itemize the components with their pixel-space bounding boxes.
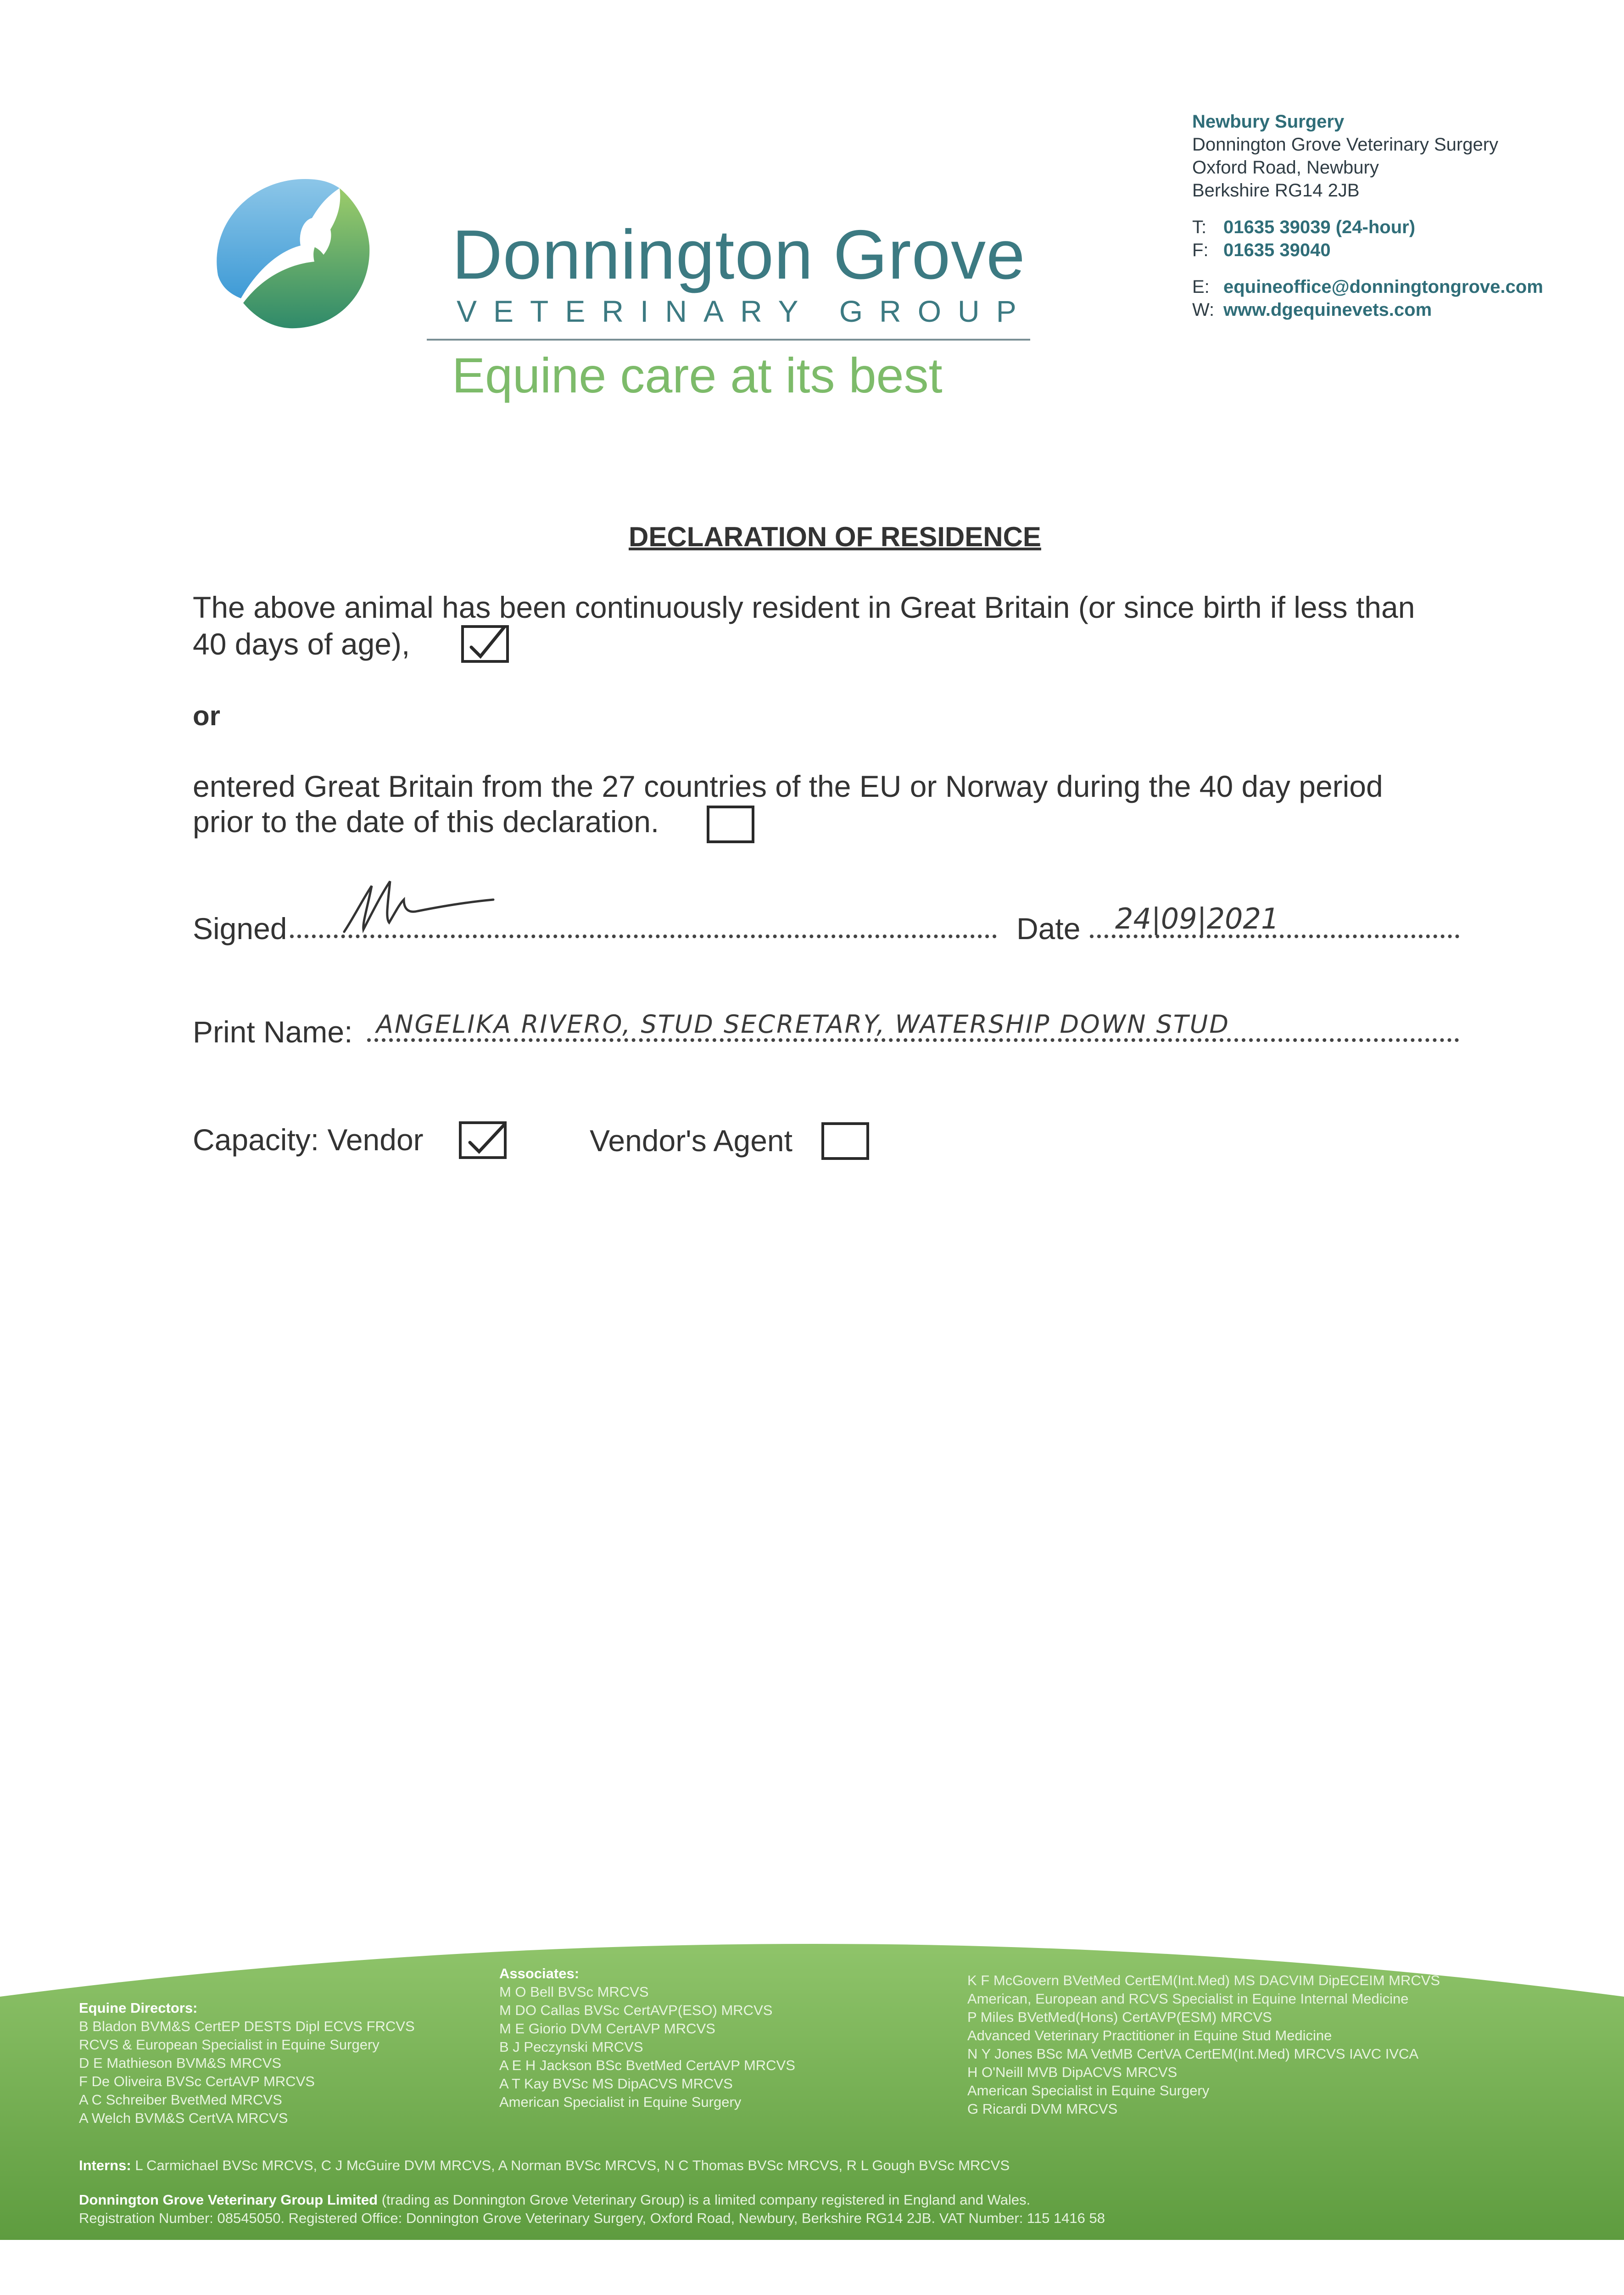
registration-line: Registration Number: 08545050. Registered Office: Donnington Grove Veterinary Surgery, Oxford Road, Newbury, Berkshire RG14 2JB. VAT Number: 115 1416 58: [79, 2210, 1105, 2226]
specialist-entry: American, European and RCVS Specialist in Equine Internal Medicine: [967, 1991, 1409, 2007]
email-label: E:: [1192, 277, 1210, 297]
checkmark-icon: [467, 623, 508, 665]
vendors-agent-checkbox[interactable]: [821, 1122, 869, 1160]
vendors-agent-label: Vendor's Agent: [590, 1124, 792, 1158]
associate-entry: M DO Callas BVSc CertAVP(ESO) MRCVS: [499, 2002, 773, 2018]
associate-entry: M E Giorio DVM CertAVP MRCVS: [499, 2021, 715, 2037]
print-name-line: [367, 1038, 1459, 1042]
specialist-entry: Advanced Veterinary Practitioner in Equine Stud Medicine: [967, 2027, 1332, 2043]
brand-name: Donnington Grove: [452, 216, 1026, 294]
associates-block: [499, 1965, 795, 2111]
company-name: Donnington Grove Veterinary Group Limited: [79, 2192, 378, 2208]
associate-entry: American Specialist in Equine Surgery: [499, 2094, 742, 2110]
declaration-title: DECLARATION OF RESIDENCE: [629, 521, 1041, 552]
option2-text-line1: entered Great Britain from the 27 countries of the EU or Norway during the 40 day period: [193, 769, 1383, 803]
address-line: Oxford Road, Newbury: [1192, 157, 1379, 178]
director-entry: A Welch BVM&S CertVA MRCVS: [79, 2110, 288, 2126]
option2-checkbox[interactable]: [707, 806, 754, 843]
capacity-vendor-label: Capacity: Vendor: [193, 1123, 424, 1157]
specialist-entry: P Miles BVetMed(Hons) CertAVP(ESM) MRCVS: [967, 2009, 1272, 2025]
director-entry: B Bladon BVM&S CertEP DESTS Dipl ECVS FRCVS: [79, 2018, 415, 2034]
director-entry: RCVS & European Specialist in Equine Surgery: [79, 2037, 379, 2053]
option1-text-line1: The above animal has been continuously resident in Great Britain (or since birth if less than: [193, 590, 1415, 624]
option2-text-line2: prior to the date of this declaration.: [193, 805, 659, 839]
tel-label: T:: [1192, 217, 1207, 237]
company-line: [79, 2192, 1030, 2208]
specialists-block: [967, 1971, 1440, 2118]
specialist-entry: K F McGovern BVetMed CertEM(Int.Med) MS DACVIM DipECEIM MRCVS: [967, 1972, 1440, 1988]
signature-mark: [335, 868, 500, 936]
specialist-entry: American Specialist in Equine Surgery: [967, 2082, 1210, 2099]
vendor-checkbox[interactable]: [459, 1121, 507, 1159]
director-entry: F De Oliveira BVSc CertAVP MRCVS: [79, 2073, 315, 2089]
print-name-label: Print Name:: [193, 1015, 353, 1049]
option1-text-line2: 40 days of age),: [193, 627, 410, 661]
email-link[interactable]: equineoffice@donningtongrove.com: [1223, 277, 1543, 297]
date-value[interactable]: 24|09|2021: [1115, 902, 1279, 935]
address-line: Berkshire RG14 2JB: [1192, 180, 1360, 201]
directors-block: [79, 1999, 415, 2127]
web-label: W:: [1192, 300, 1215, 320]
date-label: Date: [1016, 912, 1081, 946]
specialist-entry: H O'Neill MVB DipACVS MRCVS: [967, 2064, 1178, 2080]
associates-heading: Associates:: [499, 1965, 580, 1982]
interns-label: Interns:: [79, 2157, 131, 2173]
contact-heading: Newbury Surgery: [1192, 112, 1345, 132]
specialist-entry: N Y Jones BSc MA VetMB CertVA CertEM(Int.Med) MRCVS IAVC IVCA: [967, 2046, 1419, 2062]
fax-value: 01635 39040: [1223, 240, 1331, 260]
director-entry: D E Mathieson BVM&S MRCVS: [79, 2055, 282, 2071]
company-text: (trading as Donnington Grove Veterinary Group) is a limited company registered in England and Wales.: [381, 2192, 1031, 2208]
web-link[interactable]: www.dgequinevets.com: [1223, 300, 1432, 320]
tel-value: 01635 39039 (24-hour): [1223, 217, 1416, 237]
horse-head-logo-icon: [209, 170, 383, 335]
address-line: Donnington Grove Veterinary Surgery: [1192, 134, 1499, 155]
brand-tagline: Equine care at its best: [452, 347, 943, 403]
print-name-value[interactable]: ANGELIKA RIVERO, STUD SECRETARY, WATERSHIP DOWN STUD: [376, 1010, 1230, 1039]
associate-entry: B J Peczynski MRCVS: [499, 2039, 643, 2055]
brand-divider: [427, 339, 1030, 341]
specialist-entry: G Ricardi DVM MRCVS: [967, 2101, 1118, 2117]
interns-line: [79, 2157, 1010, 2174]
associate-entry: A E H Jackson BSc BvetMed CertAVP MRCVS: [499, 2057, 795, 2073]
brand-subtitle: VETERINARY GROUP: [457, 294, 1033, 328]
checkmark-icon: [464, 1120, 506, 1161]
directors-heading: Equine Directors:: [79, 2000, 198, 2016]
interns-list: L Carmichael BVSc MRCVS, C J McGuire DVM MRCVS, A Norman BVSc MRCVS, N C Thomas BVSc MRCVS, R L Gough BVSc MRCVS: [135, 2157, 1010, 2173]
option1-checkbox[interactable]: [461, 625, 509, 663]
contact-block: [1192, 110, 1614, 321]
fax-label: F:: [1192, 240, 1209, 260]
associate-entry: A T Kay BVSc MS DipACVS MRCVS: [499, 2076, 733, 2092]
associate-entry: M O Bell BVSc MRCVS: [499, 1984, 649, 2000]
or-separator: or: [193, 700, 220, 731]
director-entry: A C Schreiber BvetMed MRCVS: [79, 2092, 282, 2108]
signed-label: Signed: [193, 912, 287, 946]
